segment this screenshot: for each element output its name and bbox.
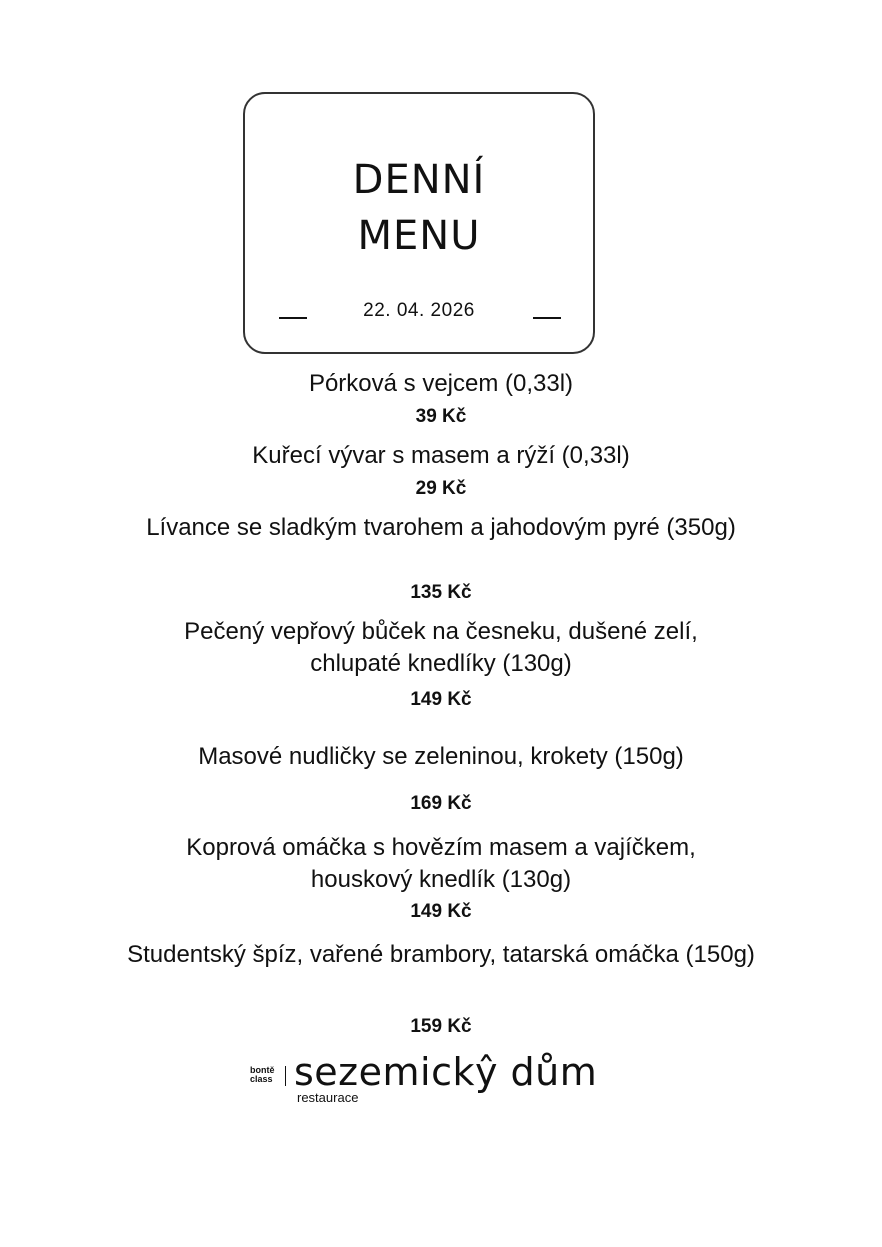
menu-item-price: 149 Kč [410, 901, 472, 922]
logo-subtitle: restaurace [297, 1090, 359, 1105]
logo-name: sezemickŷ dům [294, 1050, 598, 1094]
restaurant-logo [250, 1050, 610, 1108]
logo-small-line-1: bontě [250, 1065, 275, 1075]
page-title [245, 152, 593, 264]
menu-item-price: 149 Kč [410, 689, 472, 710]
logo-small-line-2: class [250, 1074, 273, 1084]
menu-item-price: 39 Kč [415, 406, 467, 427]
title-line-2: MENU [357, 213, 481, 259]
menu-header-box [243, 92, 595, 354]
menu-item-price: 29 Kč [415, 478, 467, 499]
menu-item-price: 159 Kč [410, 1016, 472, 1037]
menu-item-name: Masové nudličky se zeleninou, krokety (150g) [198, 743, 684, 770]
menu-item-name: Studentský špíz, vařené brambory, tatarská omáčka (150g) [127, 941, 755, 968]
menu-item-name: Lívance se sladkým tvarohem a jahodovým pyré (350g) [146, 514, 736, 541]
right-dash [533, 317, 561, 319]
menu-item-name: Pórková s vejcem (0,33l) [308, 370, 574, 397]
menu-item-price: 135 Kč [410, 582, 472, 603]
menu-item-name: Pečený vepřový bůček na česneku, dušené zelí, chlupaté knedlíky (130g) [184, 618, 698, 677]
logo-divider [285, 1066, 286, 1086]
menu-item-name: Koprová omáčka s hovězím masem a vajíčkem, houskový knedlík (130g) [186, 834, 696, 893]
title-line-1: DENNÍ [352, 157, 486, 203]
menu-item-name: Kuřecí vývar s masem a rýží (0,33l) [252, 442, 630, 469]
logo-brand-small [250, 1066, 275, 1084]
menu-item-price: 169 Kč [410, 793, 472, 814]
menu-date: 22. 04. 2026 [363, 300, 475, 321]
